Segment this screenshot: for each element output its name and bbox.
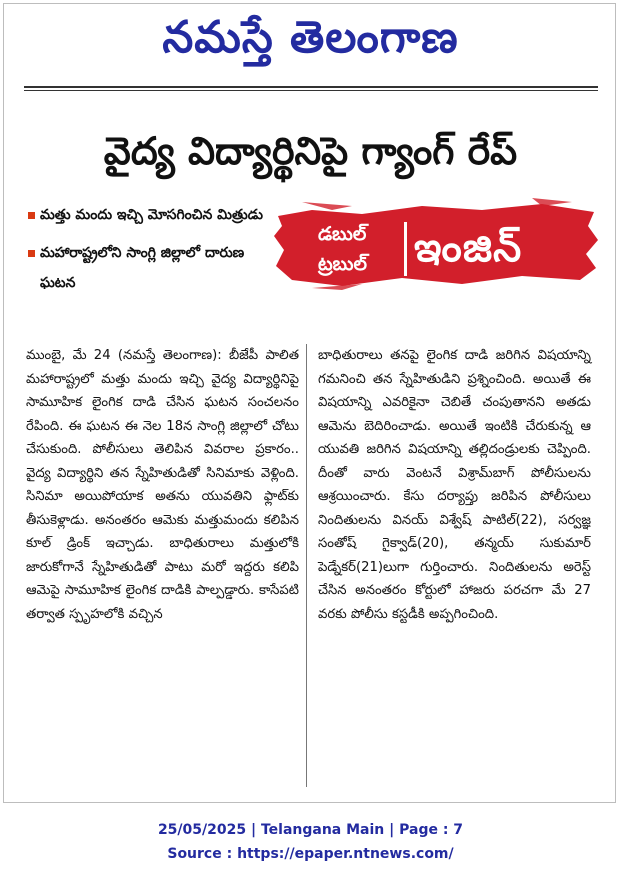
bullet-item (24, 238, 284, 298)
banner-line-2: ట్రబుల్ (318, 253, 367, 275)
article-column-left (26, 344, 299, 626)
article-text-right: బాధితురాలు తనపై లైంగిక దాడి జరిగిన విషయాన్ని గమనించి తన స్నేహితుడిని ప్రశ్నించింది. అయితే ఈ విషయాన్ని ఎవరికైనా చెబితే చంపుతానని అతడు ఆమెను బెదిరించాడు. అయితే ఇంటికి చేరుకున్న ఆ యువతి జరిగిన విషయాన్ని తల్లిదండ్రులకు చెప్పింది. దీంతో వారు వెంటనే విశ్రామ్‌బాగ్ పోలీసులను ఆశ్రయించారు. కేసు దర్యాప్తు జరిపిన పోలీసులు నిందితులను వినయ్ విశ్వేష్ పాటిల్(22), సర్వజ్ఞ సంతోష్ గైక్వాడ్(20), తన్మయ్ సుకుమార్ పెడ్నేకర్(21)లుగా గుర్తించారు. నిందితులను అరెస్ట్ చేసిన అనంతరం కోర్టులో హాజరు పరచగా మే 27 వరకు పోలీసు కస్టడీకి అప్పగించింది. (318, 348, 591, 622)
masthead-logo: నమస్తే తెలంగాణ (162, 12, 459, 63)
article-text-left: ముంబై, మే 24 (నమస్తే తెలంగాణ): బీజేపీ పాలిత మహారాష్ట్రలో మత్తు మందు ఇచ్చి వైద్య విద్యార్థినిపై సామూహిక లైంగిక దాడి చేసిన ఘటన సంచలనం రేపింది. ఈ ఘటన ఈ నెల 18న సాంగ్లి జిల్లాలో చోటు చేసుకుంది. పోలీసులు తెలిపిన వివరాల ప్రకారం.. వైద్య విద్యార్థిని తన స్నేహితుడితో సినిమాకు వెళ్లింది. సినిమా అయిపోయాక అతను యువతిని ఫ్లాట్‌కు తీసుకెళ్లాడు. అనంతరం ఆమెకు మత్తుమందు కలిపిన కూల్ డ్రింక్ ఇచ్చాడు. బాధితురాలు మత్తులోకి జారుకోగానే స్నేహితుడితో పాటు మరో ఇద్దరు కలిపి ఆమెపై సామూహిక లైంగిక దాడికి పాల్పడ్డారు. కాసేపటి తర్వాత స్పృహలోకి వచ్చిన (26, 348, 299, 622)
double-engine-banner (272, 196, 600, 292)
bullet-item (24, 200, 284, 230)
masthead-rule-top (24, 86, 598, 88)
masthead-rule-bottom (24, 90, 598, 91)
bullet-text: మహారాష్ట్రలోని సాంగ్లి జిల్లాలో దారుణ ఘటన (40, 245, 245, 291)
footer-source-line: Source : https://epaper.ntnews.com/ (167, 846, 454, 862)
bullet-text: మత్తు మందు ఇచ్చి మోసగించిన మిత్రుడు (40, 207, 263, 223)
bullet-marker-icon (28, 212, 35, 219)
headline: వైద్య విద్యార్థినిపై గ్యాంగ్ రేప్ (103, 129, 518, 173)
footer-date-line: 25/05/2025 | Telangana Main | Page : 7 (157, 822, 464, 838)
column-divider (306, 344, 307, 787)
bullet-marker-icon (28, 250, 35, 257)
article-column-right (318, 344, 591, 626)
banner-title: ఇంజిన్ (414, 225, 523, 271)
banner-divider (404, 222, 407, 276)
bullet-list (24, 200, 284, 298)
banner-line-1: డబుల్ (318, 223, 367, 245)
